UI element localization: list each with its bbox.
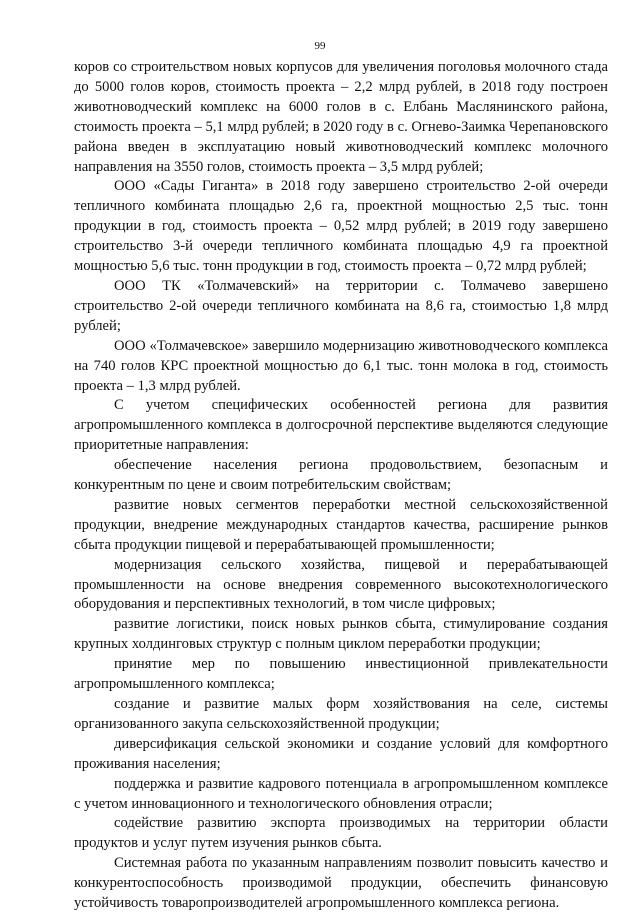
priority-item: принятие мер по повышению инвестиционной привлекательности агропромышленного комплекса; [74, 656, 608, 693]
paragraph-sady-giganta: ООО «Сады Гиганта» в 2018 году завершено строительство 2-ой очереди тепличного комбината площадью 2,6 га, проектной мощностью 2,5 тыс. тонн продукции в год, стоимость проекта – 0,52 млрд рублей; в 2019 году завершено строительство 3-й очереди тепличного комбината площадью 4,9 га проектной мощностью 5,6 тыс. тонн продукции в год, стоимость проекта – 0,72 млрд рублей; [74, 178, 608, 275]
page-number: 99 [314, 40, 326, 52]
priority-item: обеспечение населения региона продовольствием, безопасным и конкурентным по цене и своим потребительским свойствам; [74, 457, 608, 494]
paragraph-continuation: коров со строительством новых корпусов для увеличения поголовья молочного стада до 5000 голов коров, стоимость проекта – 2,2 млрд рублей, в 2018 году построен животноводческий комплекс на 6000 голов в с. Елбань Маслянинского района, стоимость проекта – 5,1 млрд рублей; в 2020 году в с. Огнево-Заимка Черепановского района введен в эксплуатацию новый животноводческий комплекс молочного направления на 3550 голов, стоимость проекта – 3,5 млрд рублей; [74, 59, 608, 175]
priority-item: создание и развитие малых форм хозяйствования на селе, системы организованного закупа сельскохозяйственной продукции; [74, 696, 608, 732]
priority-item: содействие развитию экспорта производимых на территории области продуктов и услуг путем изучения рынков сбыта. [74, 815, 608, 852]
paragraph-tk-tolmachevsky: ООО ТК «Толмачевский» на территории с. Толмачево завершено строительство 2-ой очереди тепличного комбината на 8,6 га, стоимостью 1,8 млрд рублей; [74, 277, 608, 334]
page-body [74, 58, 608, 914]
paragraph-priorities-intro: С учетом специфических особенностей региона для развития агропромышленного комплекса в долгосрочной перспективе выделяются следующие приоритетные направления: [74, 397, 608, 454]
priority-item: развитие логистики, поиск новых рынков сбыта, стимулирование создания крупных холдинговых структур с полным циклом переработки продукции; [74, 616, 608, 653]
paragraph-conclusion: Системная работа по указанным направлениям позволит повысить качество и конкурентоспособность производимой продукции, обеспечить финансовую устойчивость товаропроизводителей агропромышленного комплекса региона. [74, 855, 608, 912]
priority-item: модернизация сельского хозяйства, пищевой и перерабатывающей промышленности на основе внедрения современного высокотехнологического оборудования и перспективных технологий, в том числе цифровых; [74, 556, 608, 613]
priority-item: поддержка и развитие кадрового потенциала в агропромышленном комплексе с учетом инновационного и технологического обновления отрасли; [74, 775, 608, 812]
paragraph-tolmachevskoe: ООО «Толмачевское» завершило модернизацию животноводческого комплекса на 740 голов КРС проектной мощностью до 6,1 тыс. тонн молока в год, стоимость проекта – 1,3 млрд рублей. [74, 337, 608, 394]
priority-item: развитие новых сегментов переработки местной сельскохозяйственной продукции, внедрение международных стандартов качества, расширение рынков сбыта продукции пищевой и перерабатывающей промышленности; [74, 496, 608, 553]
priority-item: диверсификация сельской экономики и создание условий для комфортного проживания населения; [74, 735, 608, 772]
